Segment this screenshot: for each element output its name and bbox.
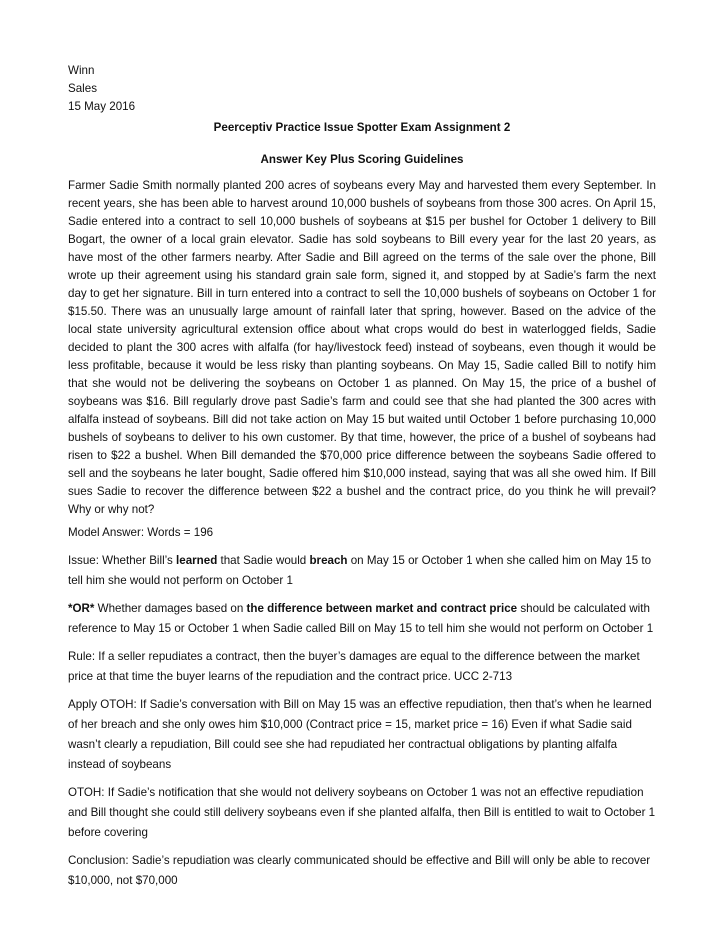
or-marker: *OR*: [68, 602, 95, 615]
issue-bold-breach: breach: [309, 554, 348, 567]
otoh-paragraph: OTOH: If Sadie’s notification that she would not delivery soybeans on October 1 was not an effective repudiation and Bill thought she could still delivery soybeans even if she planted alfalfa, then Bill is entitled to wait to October 1 before covering: [68, 786, 656, 839]
or-issue-prefix: Whether damages based on: [94, 602, 247, 615]
or-issue-suffix: should be calculated with reference to May 15 or October 1 when Sadie called Bill on May 15 to tell him she would not perform on October 1: [68, 602, 654, 635]
issue-mid: that Sadie would: [217, 554, 310, 567]
conclusion-paragraph: Conclusion: Sadie’s repudiation was clearly communicated should be effective and Bill will only be able to recover $10,000, not $70,000: [68, 854, 651, 887]
issue-paragraph: [68, 551, 656, 591]
document-subtitle: Answer Key Plus Scoring Guidelines: [260, 153, 464, 166]
author-name: Winn: [68, 64, 95, 77]
document-date: 15 May 2016: [68, 100, 136, 113]
rule-paragraph: Rule: If a seller repudiates a contract, then the buyer’s damages are equal to the difference between the market price at that time the buyer learns of the repudiation and the contract price. UCC 2-713: [68, 650, 640, 683]
document-page: [68, 62, 656, 891]
issue-suffix: on May 15 or October 1 when she called him on May 15 to tell him she would not perform on October 1: [68, 554, 652, 587]
question-text: Farmer Sadie Smith normally planted 200 acres of soybeans every May and harvested them every September. In recent years, she has been able to harvest around 10,000 bushels of soybeans from those 300 acres. On April 15, Sadie entered into a contract to sell 10,000 bushels of soybeans at $15 per bushel for October 1 delivery to Bill Bogart, the owner of a local grain elevator. Sadie has sold soybeans to Bill every year for the last 20 years, as have most of the other farmers nearby. After Sadie and Bill agreed on the terms of the sale over the phone, Bill wrote up their agreement using his standard grain sale form, signed it, and stopped by at Sadie’s farm the next day to get her signature. Bill in turn entered into a contract to sell the 10,000 bushels of soybeans on October 1 for $15.50. There was an unusually large amount of rainfall later that spring, however. Based on the advice of the local state university agricultural extension office about what crops would do best in waterlogged fields, Sadie decided to plant the 300 acres with alfalfa (for hay/livestock feed) instead of soybeans, even though it would be less profitable, because it would be less risky than planting soybeans. On May 15, Sadie called Bill to notify him that she would not be delivering the soybeans on October 1 as planned. On May 15, the price of a bushel of soybeans was $16. Bill regularly drove past Sadie’s farm and could see that she had planted the 300 acres with alfalfa instead of soybeans. Bill did not take action on May 15 but waited until October 1 before purchasing 10,000 bushels of soybeans to deliver to his own customer. By that time, however, the price of a bushel of soybeans had risen to $22 a bushel. When Bill demanded the $70,000 price difference between the soybeans Sadie offered to sell and the soybeans he later bought, Sadie offered him $10,000 instead, saying that was all she owed him. If Bill sues Sadie to recover the difference between $22 a bushel and the contract price, do you think he will prevail? Why or why not?: [68, 179, 656, 516]
or-issue-paragraph: [68, 599, 656, 639]
issue-prefix: Issue: Whether Bill’s: [68, 554, 177, 567]
or-issue-bold: the difference between market and contract price: [246, 602, 518, 615]
apply-paragraph: Apply OTOH: If Sadie’s conversation with Bill on May 15 was an effective repudiation, then that’s when he learned of her breach and she only owes him $10,000 (Contract price = 15, market price = 16) Even if what Sadie said wasn’t clearly a repudiation, Bill could see she had repudiated her contractual obligations by planting alfalfa instead of soybeans: [68, 698, 652, 771]
department: Sales: [68, 82, 98, 95]
model-answer-line: Model Answer: Words = 196: [68, 526, 214, 539]
document-title: Peerceptiv Practice Issue Spotter Exam Assignment 2: [213, 121, 511, 134]
issue-bold-learned: learned: [176, 554, 218, 567]
